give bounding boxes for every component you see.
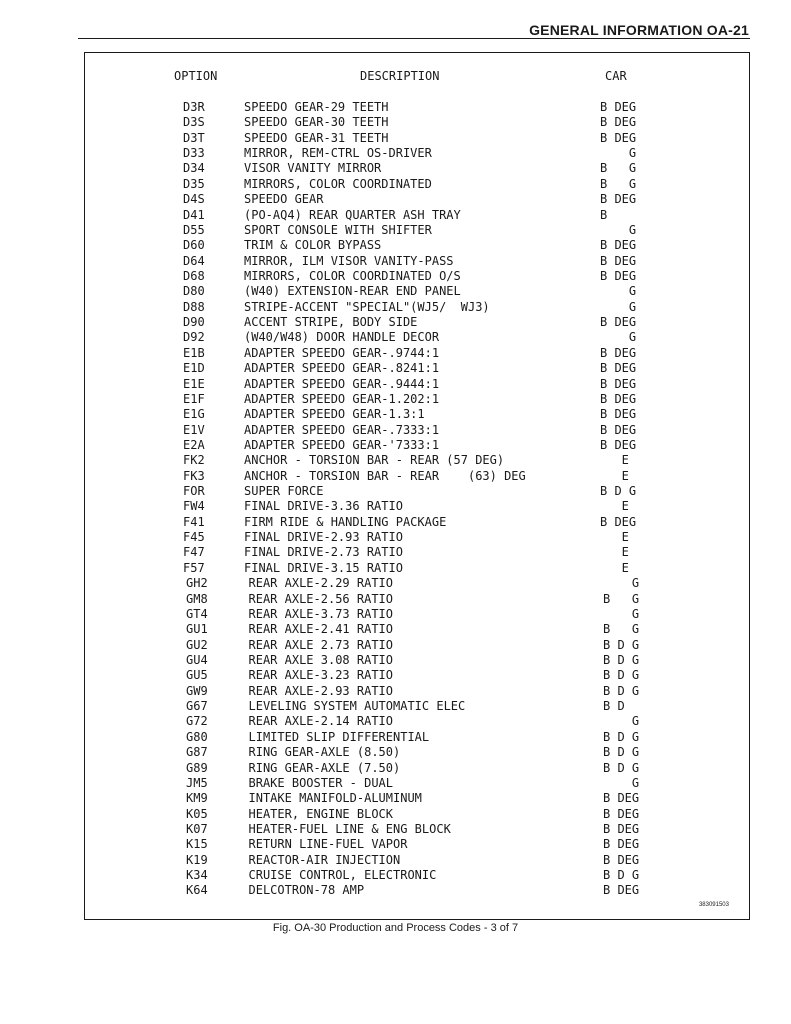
figure-code-id: 383091503 — [698, 902, 729, 908]
car-applicability: E — [600, 545, 629, 560]
option-code: D4S — [183, 192, 205, 207]
option-description: REACTOR-AIR INJECTION — [248, 852, 401, 867]
option-code: F57 — [183, 560, 205, 575]
car-applicability: B DEG — [600, 514, 637, 529]
car-applicability: B DEG — [600, 100, 637, 114]
option-description: LEVELING SYSTEM AUTOMATIC ELEC — [248, 699, 466, 713]
option-code: D3R — [183, 100, 205, 114]
option-code: G72 — [186, 714, 208, 729]
description-column-header: DESCRIPTION — [360, 69, 440, 83]
option-description: (W40/W48) DOOR HANDLE DECOR — [244, 330, 440, 345]
option-code: G89 — [186, 760, 208, 775]
option-description: REAR AXLE-2.29 RATIO — [248, 576, 393, 591]
car-applicability: G — [600, 299, 637, 314]
option-description: REAR AXLE-3.73 RATIO — [248, 606, 393, 621]
option-code: E1F — [183, 391, 205, 406]
option-description: VISOR VANITY MIRROR — [244, 161, 382, 176]
option-description: MIRRORS, COLOR COORDINATED O/S — [244, 269, 461, 283]
figure-caption: Fig. OA-30 Production and Process Codes - 3 of 7 — [272, 922, 519, 934]
option-description: ADAPTER SPEEDO GEAR-'7333:1 — [244, 437, 440, 452]
option-code: GU2 — [186, 637, 208, 652]
option-description: SPEEDO GEAR-31 TEETH — [244, 130, 389, 145]
option-description: REAR AXLE-2.14 RATIO — [248, 714, 393, 729]
option-code: GU4 — [186, 653, 208, 667]
option-description: REAR AXLE-3.23 RATIO — [248, 668, 393, 683]
car-applicability: B — [600, 207, 608, 222]
option-code: E1D — [183, 361, 205, 376]
car-applicability: E — [600, 530, 629, 545]
option-code: D64 — [183, 253, 205, 268]
car-applicability: B DEG — [600, 253, 637, 268]
option-code: KM9 — [186, 791, 208, 806]
option-description: INTAKE MANIFOLD-ALUMINUM — [248, 791, 422, 806]
car-applicability: B D G — [603, 653, 640, 667]
option-description: MIRRORS, COLOR COORDINATED — [244, 176, 432, 191]
car-applicability: B DEG — [600, 345, 637, 360]
option-description: ADAPTER SPEEDO GEAR-.9444:1 — [244, 376, 440, 391]
option-code: GM8 — [186, 591, 208, 606]
option-description: BRAKE BOOSTER - DUAL — [248, 775, 393, 790]
car-applicability: B DEG — [600, 130, 637, 145]
car-applicability: B DEG — [603, 883, 640, 898]
car-applicability: B D G — [603, 668, 640, 683]
car-applicability: B DEG — [600, 376, 637, 391]
option-description: RING GEAR-AXLE (7.50) — [248, 760, 401, 775]
car-applicability: B D G — [600, 484, 637, 498]
option-code: F47 — [183, 545, 205, 560]
car-applicability: B DEG — [600, 391, 637, 406]
page-header-title: GENERAL INFORMATION OA-21 — [529, 22, 749, 38]
option-description: HEATER, ENGINE BLOCK — [248, 806, 393, 821]
header-rule — [78, 38, 750, 39]
option-code: F41 — [183, 514, 205, 529]
option-code: FK3 — [183, 468, 205, 483]
car-applicability: B DEG — [600, 315, 637, 329]
option-description: TRIM & COLOR BYPASS — [244, 238, 382, 253]
option-code: E1G — [183, 407, 205, 422]
option-description: FINAL DRIVE-2.73 RATIO — [244, 545, 403, 560]
car-applicability: G — [600, 284, 637, 299]
option-code: K05 — [186, 806, 208, 821]
car-applicability: B DEG — [603, 852, 640, 867]
car-applicability: B D — [603, 699, 625, 713]
option-code: D60 — [183, 238, 205, 253]
car-applicability: B DEG — [600, 269, 637, 283]
car-applicability: E — [600, 499, 629, 514]
option-code: FW4 — [183, 499, 205, 514]
option-description: HEATER-FUEL LINE & ENG BLOCK — [248, 821, 451, 836]
car-applicability: G — [603, 775, 640, 790]
option-description: DELCOTRON-78 AMP — [248, 883, 365, 898]
option-description: LIMITED SLIP DIFFERENTIAL — [248, 729, 430, 744]
option-description: SPEEDO GEAR — [244, 192, 324, 207]
option-code: FK2 — [183, 453, 205, 468]
option-code: FOR — [183, 484, 205, 498]
car-applicability: B D G — [603, 729, 640, 744]
option-code: D90 — [183, 315, 205, 329]
option-code: K07 — [186, 821, 208, 836]
option-description: STRIPE-ACCENT "SPECIAL"(WJ5/ WJ3) — [244, 299, 490, 314]
option-description: SUPER FORCE — [244, 484, 324, 498]
option-code: K19 — [186, 852, 208, 867]
option-code: G80 — [186, 729, 208, 744]
option-description: FINAL DRIVE-2.93 RATIO — [244, 530, 403, 545]
car-applicability: E — [600, 560, 629, 575]
option-code: D41 — [183, 207, 205, 222]
option-code: D92 — [183, 330, 205, 345]
option-code: D33 — [183, 146, 205, 161]
option-code: D3T — [183, 130, 205, 145]
option-description: REAR AXLE-2.56 RATIO — [248, 591, 393, 606]
option-code: E2A — [183, 437, 205, 452]
car-applicability: B G — [603, 622, 640, 637]
option-description: REAR AXLE 3.08 RATIO — [248, 653, 393, 667]
option-code: GU1 — [186, 622, 208, 637]
option-code: K34 — [186, 868, 208, 882]
car-applicability: B DEG — [600, 437, 637, 452]
car-applicability: B D G — [603, 745, 640, 760]
car-applicability: B D G — [603, 868, 640, 882]
car-applicability: B D G — [603, 683, 640, 698]
option-code: E1E — [183, 376, 205, 391]
option-description: ADAPTER SPEEDO GEAR-1.3:1 — [244, 407, 425, 422]
car-applicability: B DEG — [600, 422, 637, 437]
option-description: ADAPTER SPEEDO GEAR-.9744:1 — [244, 345, 440, 360]
option-description: ADAPTER SPEEDO GEAR-.8241:1 — [244, 361, 440, 376]
option-description: ANCHOR - TORSION BAR - REAR (63) DEG — [244, 468, 526, 483]
option-code: E1V — [183, 422, 205, 437]
option-description: CRUISE CONTROL, ELECTRONIC — [248, 868, 437, 882]
option-description: ACCENT STRIPE, BODY SIDE — [244, 315, 418, 329]
option-code: D80 — [183, 284, 205, 299]
car-applicability: E — [600, 468, 629, 483]
car-applicability: G — [600, 222, 637, 237]
car-applicability: B G — [600, 161, 637, 176]
car-applicability: E — [600, 453, 629, 468]
option-description: MIRROR, ILM VISOR VANITY-PASS — [244, 253, 454, 268]
option-code: GU5 — [186, 668, 208, 683]
car-applicability: B D G — [603, 760, 640, 775]
option-code: GH2 — [186, 576, 208, 591]
option-description: ADAPTER SPEEDO GEAR-1.202:1 — [244, 391, 440, 406]
car-applicability: G — [600, 330, 637, 345]
option-code: D68 — [183, 269, 205, 283]
car-applicability: B DEG — [600, 361, 637, 376]
car-applicability: G — [603, 576, 640, 591]
option-code: GW9 — [186, 683, 208, 698]
option-description: RETURN LINE-FUEL VAPOR — [248, 837, 408, 852]
car-applicability: B DEG — [600, 238, 637, 253]
option-description: RING GEAR-AXLE (8.50) — [248, 745, 401, 760]
car-applicability: B DEG — [600, 115, 637, 130]
option-code: D34 — [183, 161, 205, 176]
option-code: D55 — [183, 222, 205, 237]
option-description: ANCHOR - TORSION BAR - REAR (57 DEG) — [244, 453, 505, 468]
car-applicability: B DEG — [603, 806, 640, 821]
car-applicability: B D G — [603, 637, 640, 652]
option-code: D88 — [183, 299, 205, 314]
car-applicability: B DEG — [603, 837, 640, 852]
option-code: E1B — [183, 345, 205, 360]
option-description: SPEEDO GEAR-29 TEETH — [244, 100, 389, 114]
car-applicability: B DEG — [603, 821, 640, 836]
car-applicability: G — [603, 714, 640, 729]
option-code: G67 — [186, 699, 208, 713]
option-code: K15 — [186, 837, 208, 852]
option-description: FIRM RIDE & HANDLING PACKAGE — [244, 514, 447, 529]
car-applicability: B G — [603, 591, 640, 606]
option-code: GT4 — [186, 606, 208, 621]
option-code: G87 — [186, 745, 208, 760]
car-applicability: G — [600, 146, 637, 161]
car-applicability: B DEG — [600, 407, 637, 422]
option-description: FINAL DRIVE-3.36 RATIO — [244, 499, 403, 514]
option-code: JM5 — [186, 775, 208, 790]
option-description: REAR AXLE 2.73 RATIO — [248, 637, 393, 652]
option-code: D35 — [183, 176, 205, 191]
car-applicability: B DEG — [603, 791, 640, 806]
option-description: REAR AXLE-2.93 RATIO — [248, 683, 393, 698]
car-applicability: B DEG — [600, 192, 637, 207]
car-applicability: G — [603, 606, 640, 621]
option-description: FINAL DRIVE-3.15 RATIO — [244, 560, 403, 575]
car-applicability: B G — [600, 176, 637, 191]
option-code: F45 — [183, 530, 205, 545]
option-description: MIRROR, REM-CTRL OS-DRIVER — [244, 146, 432, 161]
option-code: D3S — [183, 115, 205, 130]
option-description: ADAPTER SPEEDO GEAR-.7333:1 — [244, 422, 440, 437]
option-description: REAR AXLE-2.41 RATIO — [248, 622, 393, 637]
option-description: SPEEDO GEAR-30 TEETH — [244, 115, 389, 130]
option-column-header: OPTION — [174, 69, 218, 83]
option-description: SPORT CONSOLE WITH SHIFTER — [244, 222, 432, 237]
option-code: K64 — [186, 883, 208, 898]
option-description: (PO-AQ4) REAR QUARTER ASH TRAY — [244, 207, 461, 222]
option-description: (W40) EXTENSION-REAR END PANEL — [244, 284, 461, 299]
car-column-header: CAR — [605, 69, 627, 83]
